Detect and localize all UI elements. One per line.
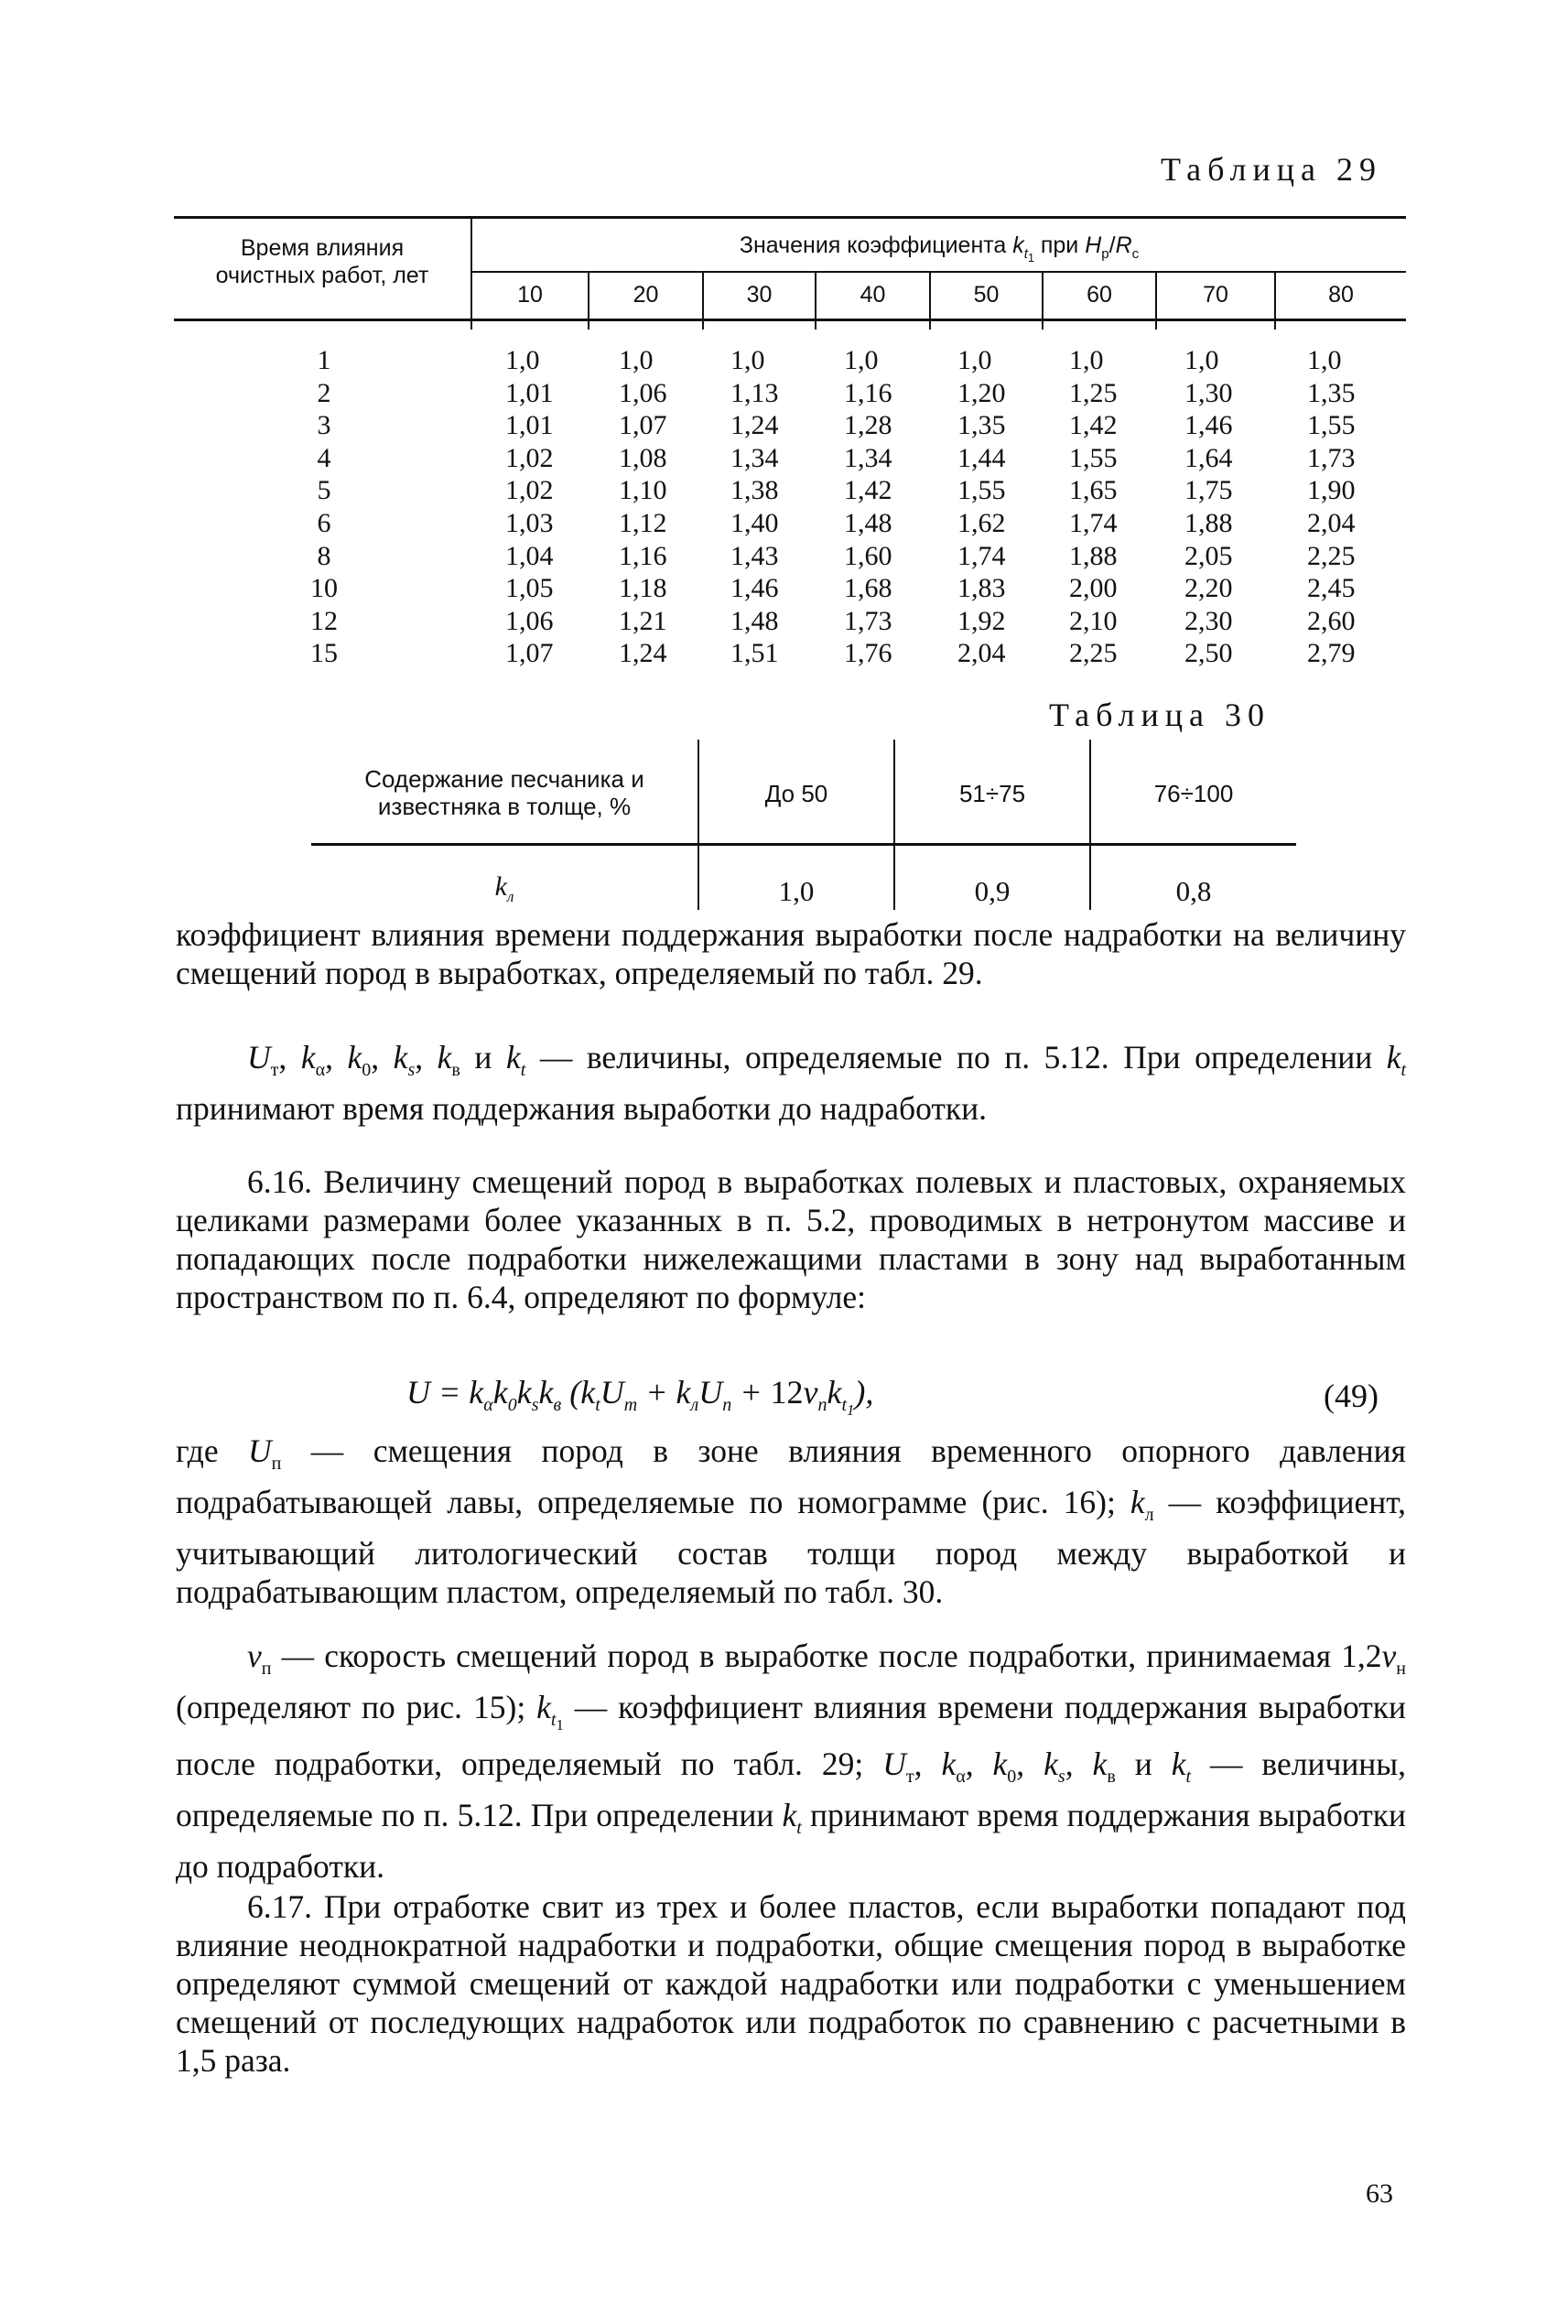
- ratio-header: 60: [1087, 282, 1112, 308]
- table-cell: 3: [317, 410, 331, 441]
- header-left-line-2: очистных работ, лет: [215, 263, 429, 288]
- table-cell: 2,25: [1307, 540, 1356, 571]
- table-cell: 1,07: [505, 638, 554, 669]
- table-cell: 1,60: [844, 540, 892, 571]
- table-cell: 1,68: [844, 573, 892, 604]
- table-cell: 1: [317, 345, 331, 375]
- table-cell: 1,34: [730, 442, 779, 473]
- table-cell: 6: [317, 507, 331, 538]
- table-cell: 1,42: [844, 475, 892, 506]
- table-cell: 2,25: [1069, 638, 1118, 669]
- table-cell: 1,13: [730, 377, 779, 408]
- formula-number: (49): [1324, 1378, 1379, 1414]
- values-column-70: [1184, 344, 1233, 670]
- table-cell: 1,08: [619, 442, 667, 473]
- table-cell: 12: [310, 605, 338, 636]
- paragraph-quantities-5-12: [176, 1038, 1406, 1128]
- table-cell: 1,16: [844, 377, 892, 408]
- values-column-20: [619, 344, 667, 670]
- table-cell: 1,35: [957, 410, 1006, 441]
- table-cell: 2,20: [1184, 573, 1233, 604]
- table-cell: 4: [317, 442, 331, 473]
- table-cell: 1,0: [505, 345, 540, 375]
- table-cell: 1,03: [505, 507, 554, 538]
- formula-expression: $U = k_\alpha k_0k_sk_в$ $(k_tU_т + k_лU_п + 12v_пk_{t_1})$,: [406, 1374, 874, 1420]
- table-cell: 1,10: [619, 475, 667, 506]
- table-30-caption: Таблица 30: [1049, 697, 1271, 733]
- table-cell: 1,76: [844, 638, 892, 669]
- table-cell: 1,51: [730, 638, 779, 669]
- paragraph-text: 6.16. Величину смещений пород в выработках полевых и пластовых, охраняемых целиками размерами более указанных в п. 5.2, проводимых в нетронутом массиве и попадающих после подработки нижележащими пластами в зону над выработанным пространством по п. 6.4, определяют по формуле:: [176, 1163, 1406, 1315]
- table-cell: 1,25: [1069, 377, 1118, 408]
- table-cell: 1,0: [730, 345, 765, 375]
- values-column-10: [505, 344, 554, 670]
- table-cell: 1,21: [619, 605, 667, 636]
- row-label-text: $k_л$: [494, 871, 514, 905]
- table-cell: 1,46: [730, 573, 779, 604]
- table-cell: 1,44: [957, 442, 1006, 473]
- paragraph-text: $v_п$ — скорость смещений пород в выработке после подработки, принимаемая $1,2v_н$ (определяют по рис. 15); $k_{t_1}$ — коэффициент влияния времени поддержания выработки после подработки, определяемый по табл. 29; $U_т$, $k_\alpha$, $k_0$, $k_s$, $k_в$ и $k_t$ — величины, определяемые по п. 5.12. При определении $k_t$ принимают время поддержания выработки до подработки.: [176, 1638, 1407, 1886]
- paragraph-6-16: [176, 1162, 1406, 1316]
- table-cell: 1,0: [1184, 345, 1219, 375]
- table-cell: 1,48: [844, 507, 892, 538]
- paragraph-text: 6.17. При отработке свит из трех и более пластов, если выработки попадают под влияние неоднократной надработки и подработки, общие смещения пород в выработке определяют суммой смещений от каждой надработки или подработки с уменьшением смещений от последующих надработок или подработок по сравнению с расчетными в 1,5 раза.: [176, 1888, 1406, 2079]
- table-cell: 1,55: [957, 475, 1006, 506]
- table-cell: 1,90: [1307, 475, 1356, 506]
- table-cell: 1,0: [844, 345, 879, 375]
- table-cell: 1,62: [957, 507, 1006, 538]
- table-cell: 2,79: [1307, 638, 1356, 669]
- table-cell: 1,46: [1184, 410, 1233, 441]
- table-cell: 2,45: [1307, 573, 1356, 604]
- table-29: [174, 216, 1406, 674]
- range-header: До 50: [764, 780, 828, 807]
- table-cell: 1,74: [957, 540, 1006, 571]
- row-label-kl: [311, 871, 697, 906]
- header-left-line-2: известняка в толще, %: [377, 793, 632, 820]
- values-column-40: [844, 344, 892, 670]
- table-cell: 1,0: [778, 875, 815, 907]
- table-cell: 1,28: [844, 410, 892, 441]
- table-cell: 1,0: [957, 345, 992, 375]
- header-left-line-1: Время влияния: [240, 235, 405, 261]
- table-cell: 1,06: [619, 377, 667, 408]
- table-cell: 1,06: [505, 605, 554, 636]
- table-cell: 1,65: [1069, 475, 1118, 506]
- table-cell: 1,55: [1307, 410, 1356, 441]
- values-column-30: [730, 344, 779, 670]
- table-cell: 1,83: [957, 573, 1006, 604]
- range-header: 51÷75: [958, 780, 1026, 807]
- table-cell: 1,05: [505, 573, 554, 604]
- table-cell: 1,01: [505, 377, 554, 408]
- header-left-line-1: Содержание песчаника и: [364, 765, 644, 793]
- table-cell: 1,38: [730, 475, 779, 506]
- ratio-header: 50: [973, 282, 1000, 308]
- table-cell: 1,35: [1307, 377, 1356, 408]
- table-cell: 5: [317, 475, 331, 506]
- table-cell: 1,75: [1184, 475, 1233, 506]
- ratio-header: 30: [746, 282, 773, 308]
- table-cell: 10: [310, 573, 338, 604]
- table-cell: 2,05: [1184, 540, 1233, 571]
- table-cell: 1,88: [1069, 540, 1118, 571]
- range-header: 76÷100: [1153, 780, 1234, 807]
- paragraph-text: коэффициент влияния времени поддержания выработки после надработки на величину смещений пород в выработках, определяемый по табл. 29.: [176, 916, 1406, 991]
- paragraph-where-up: [176, 1432, 1406, 1611]
- table-cell: 1,64: [1184, 442, 1233, 473]
- table-cell: 1,88: [1184, 507, 1233, 538]
- table-cell: 2,10: [1069, 605, 1118, 636]
- page-number: 63: [1366, 2178, 1393, 2209]
- table-30: [311, 740, 1296, 913]
- table-cell: 1,02: [505, 442, 554, 473]
- table-cell: 1,73: [1307, 442, 1356, 473]
- table-cell: 8: [317, 540, 331, 571]
- table-cell: 2,04: [957, 638, 1006, 669]
- table-cell: 1,73: [844, 605, 892, 636]
- table-cell: 2,60: [1307, 605, 1356, 636]
- header-coefficient-values: [472, 232, 1406, 265]
- table-cell: 1,92: [957, 605, 1006, 636]
- ratio-header: 70: [1203, 282, 1228, 308]
- values-column-60: [1069, 344, 1118, 670]
- table-cell: 1,74: [1069, 507, 1118, 538]
- years-column: [297, 344, 351, 670]
- paragraph-6-17: [176, 1887, 1406, 2080]
- table-cell: 15: [310, 638, 338, 669]
- ratio-header: 10: [517, 282, 543, 308]
- table-cell: 1,04: [505, 540, 554, 571]
- formula-49: [406, 1373, 873, 1420]
- ratio-header: 80: [1328, 282, 1354, 308]
- table-cell: 1,24: [730, 410, 779, 441]
- values-column-50: [957, 344, 1006, 670]
- header-sandstone-content: [311, 765, 697, 820]
- table-cell: 1,48: [730, 605, 779, 636]
- table-cell: 0,8: [1175, 875, 1212, 907]
- ratio-header: 40: [860, 282, 886, 308]
- table-cell: 1,02: [505, 475, 554, 506]
- table-cell: 1,12: [619, 507, 667, 538]
- table-cell: 1,0: [619, 345, 654, 375]
- table-cell: 1,43: [730, 540, 779, 571]
- table-cell: 2,00: [1069, 573, 1118, 604]
- table-cell: 1,18: [619, 573, 667, 604]
- table-cell: 1,55: [1069, 442, 1118, 473]
- table-cell: 2,04: [1307, 507, 1356, 538]
- paragraph-vp: [176, 1637, 1406, 1886]
- table-cell: 1,30: [1184, 377, 1233, 408]
- header-right-label: Значения коэффициента $k_{t_1}$ при $H_р/R_с$: [739, 232, 1140, 265]
- table-cell: 1,0: [1307, 345, 1342, 375]
- ratio-header: 20: [633, 282, 659, 308]
- table-cell: 1,01: [505, 410, 554, 441]
- paragraph-k-time-of-support: [176, 915, 1406, 992]
- table-29-caption: Таблица 29: [1161, 151, 1382, 188]
- table-cell: 1,16: [619, 540, 667, 571]
- table-cell: 2,50: [1184, 638, 1233, 669]
- table-cell: 1,34: [844, 442, 892, 473]
- paragraph-text: $U_т$, $k_\alpha$, $k_0$, $k_s$, $k_в$ и $k_t$ — величины, определяемые по п. 5.12. При определении $k_t$ принимают время поддержания выработки до надработки.: [176, 1039, 1407, 1128]
- table-cell: 1,42: [1069, 410, 1118, 441]
- table-cell: 1,20: [957, 377, 1006, 408]
- values-column-80: [1307, 344, 1356, 670]
- table-cell: 1,40: [730, 507, 779, 538]
- table-cell: 2,30: [1184, 605, 1233, 636]
- table-cell: 0,9: [974, 875, 1011, 907]
- table-cell: 1,0: [1069, 345, 1104, 375]
- table-cell: 2: [317, 377, 331, 408]
- table-cell: 1,24: [619, 638, 667, 669]
- table-cell: 1,07: [619, 410, 667, 441]
- paragraph-text: где $U_п$ — смещения пород в зоне влияния временного опорного давления подрабатывающей лавы, определяемые по номограмме (рис. 16); $k_л$ — коэффициент, учитывающий литологический состав толщи пород между выработкой и подрабатывающим пластом, определяемый по табл. 30.: [176, 1432, 1406, 1611]
- header-time-of-influence: [174, 234, 470, 289]
